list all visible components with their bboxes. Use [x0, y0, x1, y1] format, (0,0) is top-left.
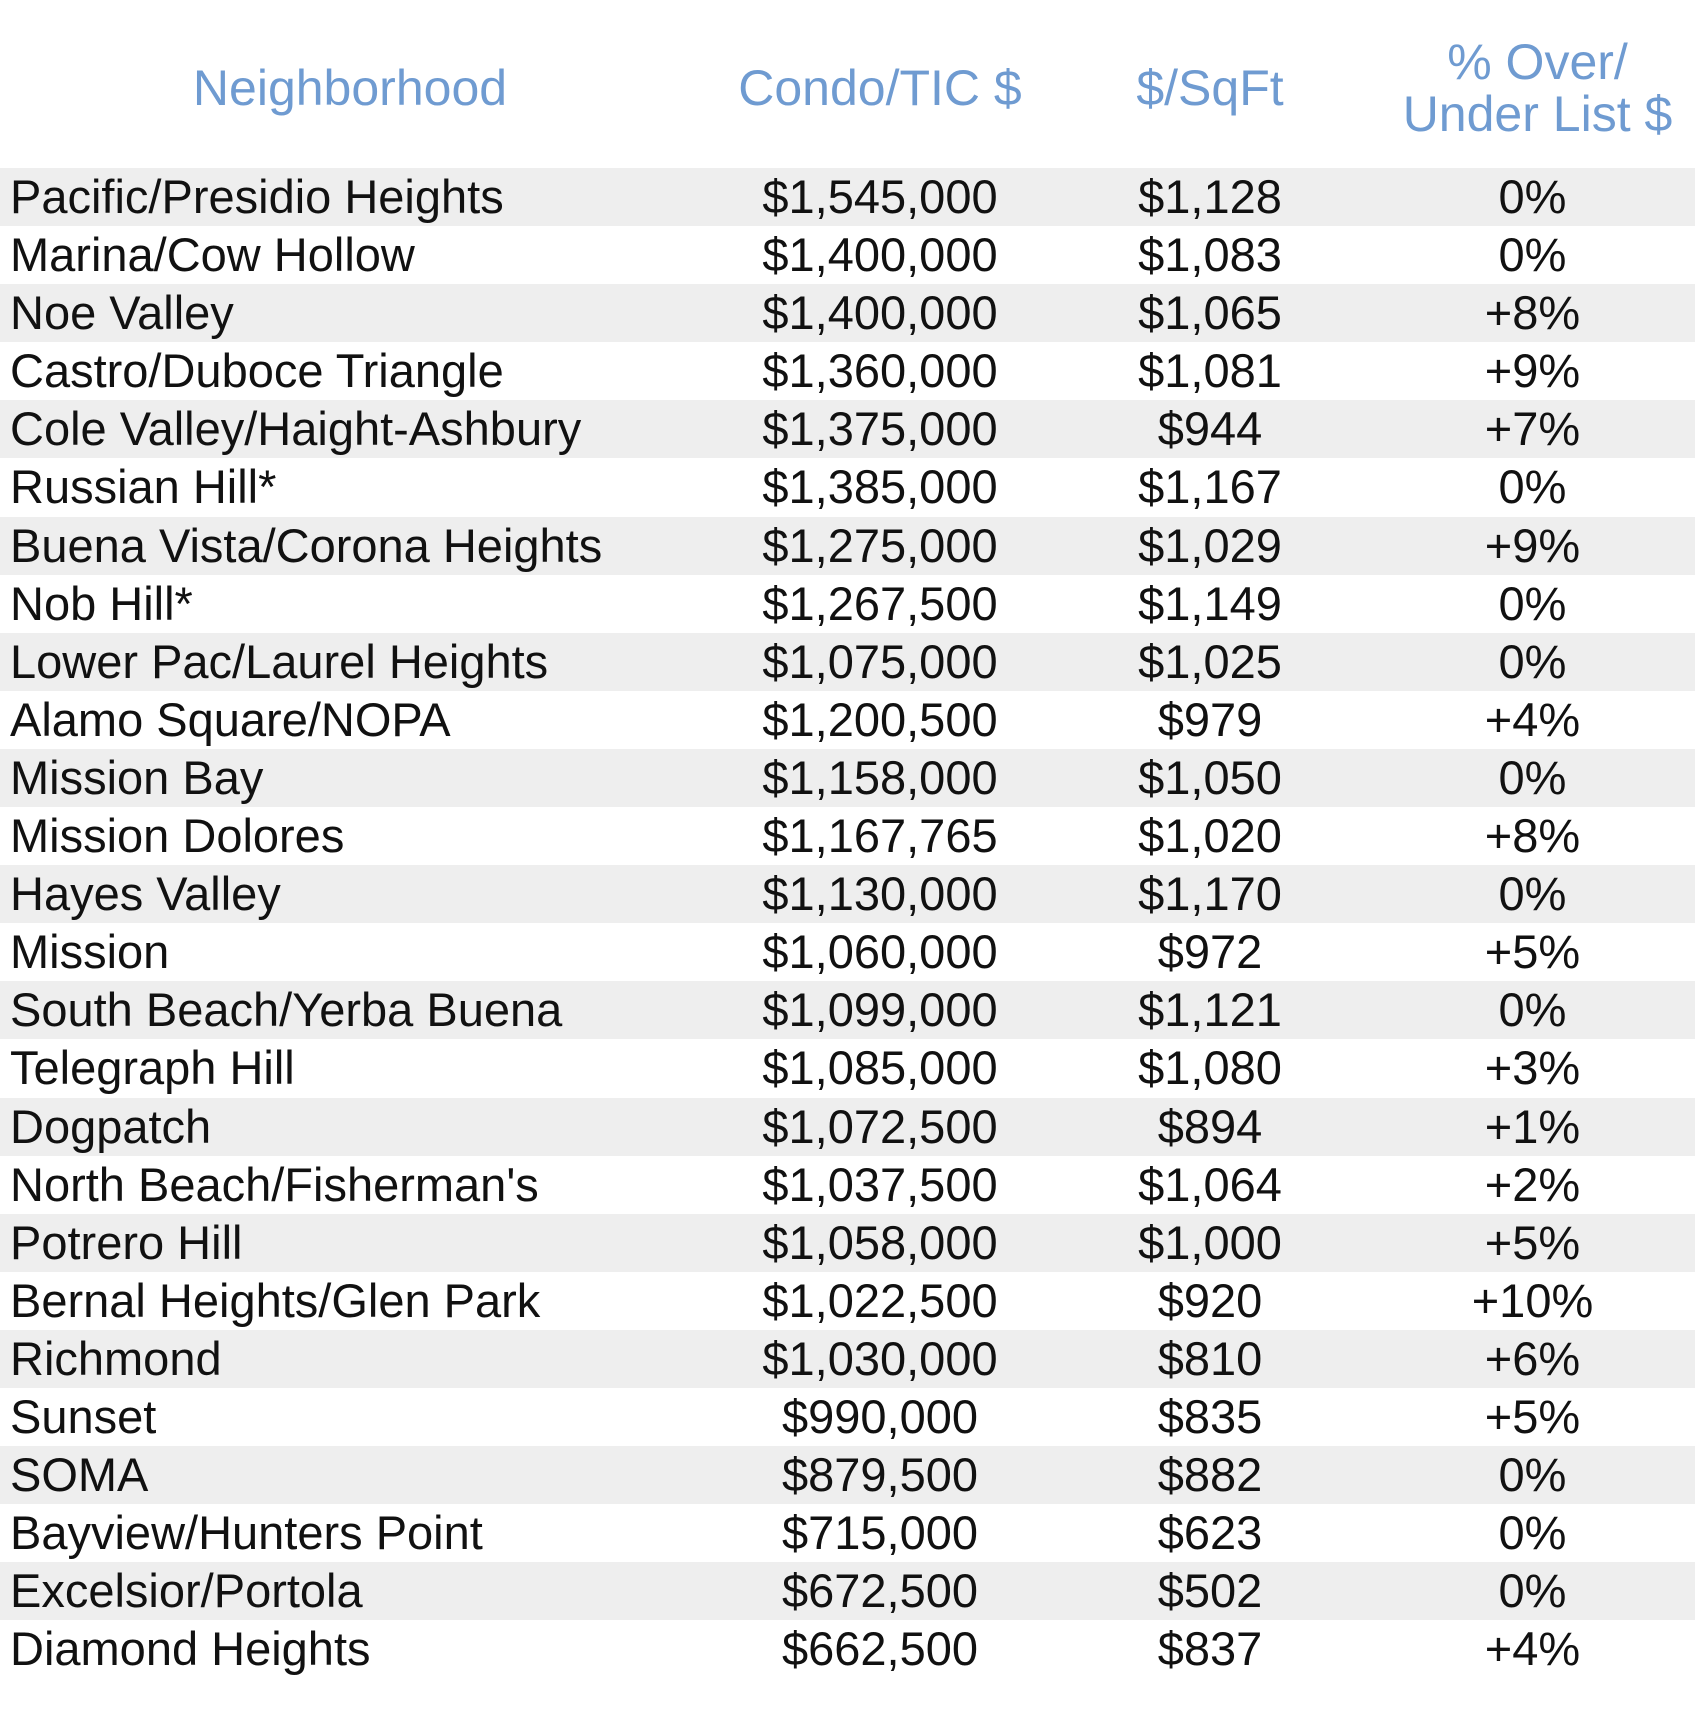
table-row: [0, 517, 1695, 575]
condo-tic-price-cell: $1,060,000: [762, 925, 998, 979]
condo-tic-price-cell: $879,500: [781, 1448, 979, 1502]
table-row: [0, 1272, 1695, 1330]
over-under-list-cell: 0%: [1498, 867, 1567, 921]
over-under-list-cell: +4%: [1484, 1622, 1581, 1676]
over-under-list-cell: +2%: [1484, 1157, 1581, 1211]
condo-tic-price-cell: $1,037,500: [762, 1157, 998, 1211]
over-under-list-cell: 0%: [1498, 460, 1567, 514]
condo-tic-price-cell: $1,360,000: [762, 344, 998, 398]
price-per-sqft-cell: $1,149: [1138, 576, 1282, 630]
table-row: [0, 1504, 1695, 1562]
table-row: [0, 168, 1695, 226]
table-row: [0, 284, 1695, 342]
condo-tic-price-cell: $1,099,000: [762, 983, 998, 1037]
price-per-sqft-cell: $979: [1157, 692, 1263, 746]
table-row: [0, 1446, 1695, 1504]
over-under-list-cell: +3%: [1484, 1041, 1581, 1095]
over-under-list-cell: +9%: [1484, 344, 1581, 398]
table-row: [0, 1039, 1695, 1097]
over-under-list-cell: +8%: [1484, 809, 1581, 863]
price-per-sqft-cell: $1,050: [1138, 750, 1282, 804]
price-per-sqft-cell: $1,081: [1138, 344, 1282, 398]
over-under-list-cell: 0%: [1498, 170, 1567, 223]
price-per-sqft-cell: $1,128: [1138, 170, 1282, 223]
table-row: [0, 1098, 1695, 1156]
table-row: [0, 400, 1695, 458]
table-row: [0, 923, 1695, 981]
neighborhood-cell: Richmond: [10, 1331, 222, 1385]
price-per-sqft-cell: $1,025: [1138, 634, 1282, 688]
over-under-list-cell: +7%: [1484, 402, 1581, 456]
neighborhood-cell: Alamo Square/NOPA: [10, 692, 451, 746]
table-row: [0, 981, 1695, 1039]
table-row: [0, 1214, 1695, 1272]
condo-tic-price-cell: $1,385,000: [762, 460, 998, 514]
price-per-sqft-cell: $894: [1157, 1099, 1263, 1153]
table-header: [0, 0, 1695, 168]
over-under-list-cell: +6%: [1484, 1331, 1581, 1385]
condo-tic-price-cell: $990,000: [781, 1389, 979, 1443]
table-body: [0, 168, 1695, 1678]
table-row: [0, 633, 1695, 691]
price-per-sqft-cell: $1,029: [1138, 518, 1282, 572]
table-row: [0, 807, 1695, 865]
over-under-list-cell: +9%: [1484, 518, 1581, 572]
condo-tic-price-cell: $1,130,000: [762, 867, 998, 921]
condo-tic-price-cell: $1,545,000: [762, 170, 998, 223]
neighborhood-cell: Noe Valley: [10, 286, 234, 340]
condo-tic-price-cell: $1,158,000: [762, 750, 998, 804]
neighborhood-cell: Mission Bay: [10, 750, 264, 804]
table-row: [0, 1156, 1695, 1214]
price-per-sqft-cell: $1,064: [1138, 1157, 1282, 1211]
over-under-list-cell: 0%: [1498, 1448, 1567, 1502]
condo-tic-price-cell: $1,200,500: [762, 692, 998, 746]
over-under-list-cell: +10%: [1471, 1273, 1594, 1327]
table-row: [0, 691, 1695, 749]
price-per-sqft-cell: $1,020: [1138, 809, 1282, 863]
table-row: [0, 749, 1695, 807]
price-per-sqft-cell: $1,167: [1138, 460, 1282, 514]
neighborhood-cell: Russian Hill*: [10, 460, 277, 514]
over-under-list-cell: 0%: [1498, 228, 1567, 282]
condo-tic-price-cell: $1,400,000: [762, 228, 998, 282]
neighborhood-cell: Bernal Heights/Glen Park: [10, 1273, 541, 1327]
neighborhood-cell: Bayview/Hunters Point: [10, 1506, 483, 1560]
neighborhood-cell: Mission Dolores: [10, 809, 345, 863]
over-under-list-cell: +4%: [1484, 692, 1581, 746]
price-per-sqft-cell: $835: [1157, 1389, 1263, 1443]
over-under-list-cell: 0%: [1498, 750, 1567, 804]
table-row: [0, 575, 1695, 633]
header-condo-tic-price: Condo/TIC $: [738, 60, 1022, 116]
table-row: [0, 865, 1695, 923]
over-under-list-cell: +5%: [1484, 1389, 1581, 1443]
table-row: [0, 458, 1695, 516]
condo-tic-price-cell: $1,167,765: [762, 809, 998, 863]
neighborhood-cell: Excelsior/Portola: [10, 1564, 363, 1618]
header-over-under-list: [1380, 36, 1695, 140]
over-under-list-cell: +5%: [1484, 1215, 1581, 1269]
neighborhood-cell: Buena Vista/Corona Heights: [10, 518, 603, 572]
condo-tic-price-cell: $1,375,000: [762, 402, 998, 456]
price-per-sqft-cell: $1,083: [1138, 228, 1282, 282]
condo-tic-price-cell: $1,085,000: [762, 1041, 998, 1095]
header-price-per-sqft: $/SqFt: [1136, 60, 1284, 116]
neighborhood-cell: Lower Pac/Laurel Heights: [10, 634, 549, 688]
neighborhood-cell: SOMA: [10, 1448, 149, 1502]
neighborhood-cell: Diamond Heights: [10, 1622, 371, 1676]
condo-tic-price-cell: $1,072,500: [762, 1099, 998, 1153]
price-per-sqft-cell: $837: [1157, 1622, 1263, 1676]
price-per-sqft-cell: $810: [1157, 1331, 1263, 1385]
neighborhood-cell: Cole Valley/Haight-Ashbury: [10, 402, 582, 456]
neighborhood-cell: Castro/Duboce Triangle: [10, 344, 504, 398]
price-per-sqft-cell: $882: [1157, 1448, 1263, 1502]
table-row: [0, 342, 1695, 400]
table-row: [0, 1388, 1695, 1446]
table-row: [0, 1562, 1695, 1620]
price-per-sqft-cell: $1,065: [1138, 286, 1282, 340]
over-under-list-cell: +8%: [1484, 286, 1581, 340]
header-neighborhood: Neighborhood: [192, 60, 508, 116]
table-row: [0, 226, 1695, 284]
price-per-sqft-cell: $623: [1157, 1506, 1263, 1560]
price-per-sqft-cell: $920: [1157, 1273, 1263, 1327]
price-per-sqft-cell: $1,080: [1138, 1041, 1282, 1095]
condo-tic-price-cell: $1,400,000: [762, 286, 998, 340]
condo-tic-price-cell: $1,275,000: [762, 518, 998, 572]
over-under-list-cell: +5%: [1484, 925, 1581, 979]
table-row: [0, 1620, 1695, 1678]
neighborhood-cell: South Beach/Yerba Buena: [10, 983, 563, 1037]
price-per-sqft-cell: $502: [1157, 1564, 1263, 1618]
over-under-list-cell: 0%: [1498, 576, 1567, 630]
condo-tic-price-cell: $1,030,000: [762, 1331, 998, 1385]
condo-tic-price-cell: $1,075,000: [762, 634, 998, 688]
over-under-list-cell: +1%: [1484, 1099, 1581, 1153]
condo-tic-price-cell: $715,000: [781, 1506, 979, 1560]
over-under-list-cell: 0%: [1498, 983, 1567, 1037]
price-per-sqft-cell: $1,121: [1138, 983, 1282, 1037]
condo-tic-price-cell: $672,500: [781, 1564, 979, 1618]
table-row: [0, 1330, 1695, 1388]
neighborhood-cell: Hayes Valley: [10, 867, 281, 921]
header-over-under-line2: Under List $: [1402, 86, 1673, 142]
over-under-list-cell: 0%: [1498, 1564, 1567, 1618]
price-per-sqft-cell: $944: [1157, 402, 1263, 456]
price-per-sqft-cell: $1,170: [1138, 867, 1282, 921]
neighborhood-cell: North Beach/Fisherman's: [10, 1157, 539, 1211]
header-over-under-line1: % Over/: [1447, 34, 1628, 90]
price-per-sqft-cell: $972: [1157, 925, 1263, 979]
price-per-sqft-cell: $1,000: [1138, 1215, 1282, 1269]
neighborhood-cell: Dogpatch: [10, 1099, 212, 1153]
neighborhood-cell: Marina/Cow Hollow: [10, 228, 415, 282]
neighborhood-cell: Sunset: [10, 1389, 157, 1443]
condo-tic-price-cell: $1,022,500: [762, 1273, 998, 1327]
neighborhood-cell: Mission: [10, 925, 170, 979]
neighborhood-cell: Pacific/Presidio Heights: [10, 170, 504, 223]
neighborhood-cell: Telegraph Hill: [10, 1041, 295, 1095]
over-under-list-cell: 0%: [1498, 1506, 1567, 1560]
neighborhood-cell: Potrero Hill: [10, 1215, 243, 1269]
condo-tic-price-cell: $1,058,000: [762, 1215, 998, 1269]
over-under-list-cell: 0%: [1498, 634, 1567, 688]
neighborhood-cell: Nob Hill*: [10, 576, 193, 630]
condo-tic-price-cell: $662,500: [781, 1622, 979, 1676]
condo-tic-price-cell: $1,267,500: [762, 576, 998, 630]
